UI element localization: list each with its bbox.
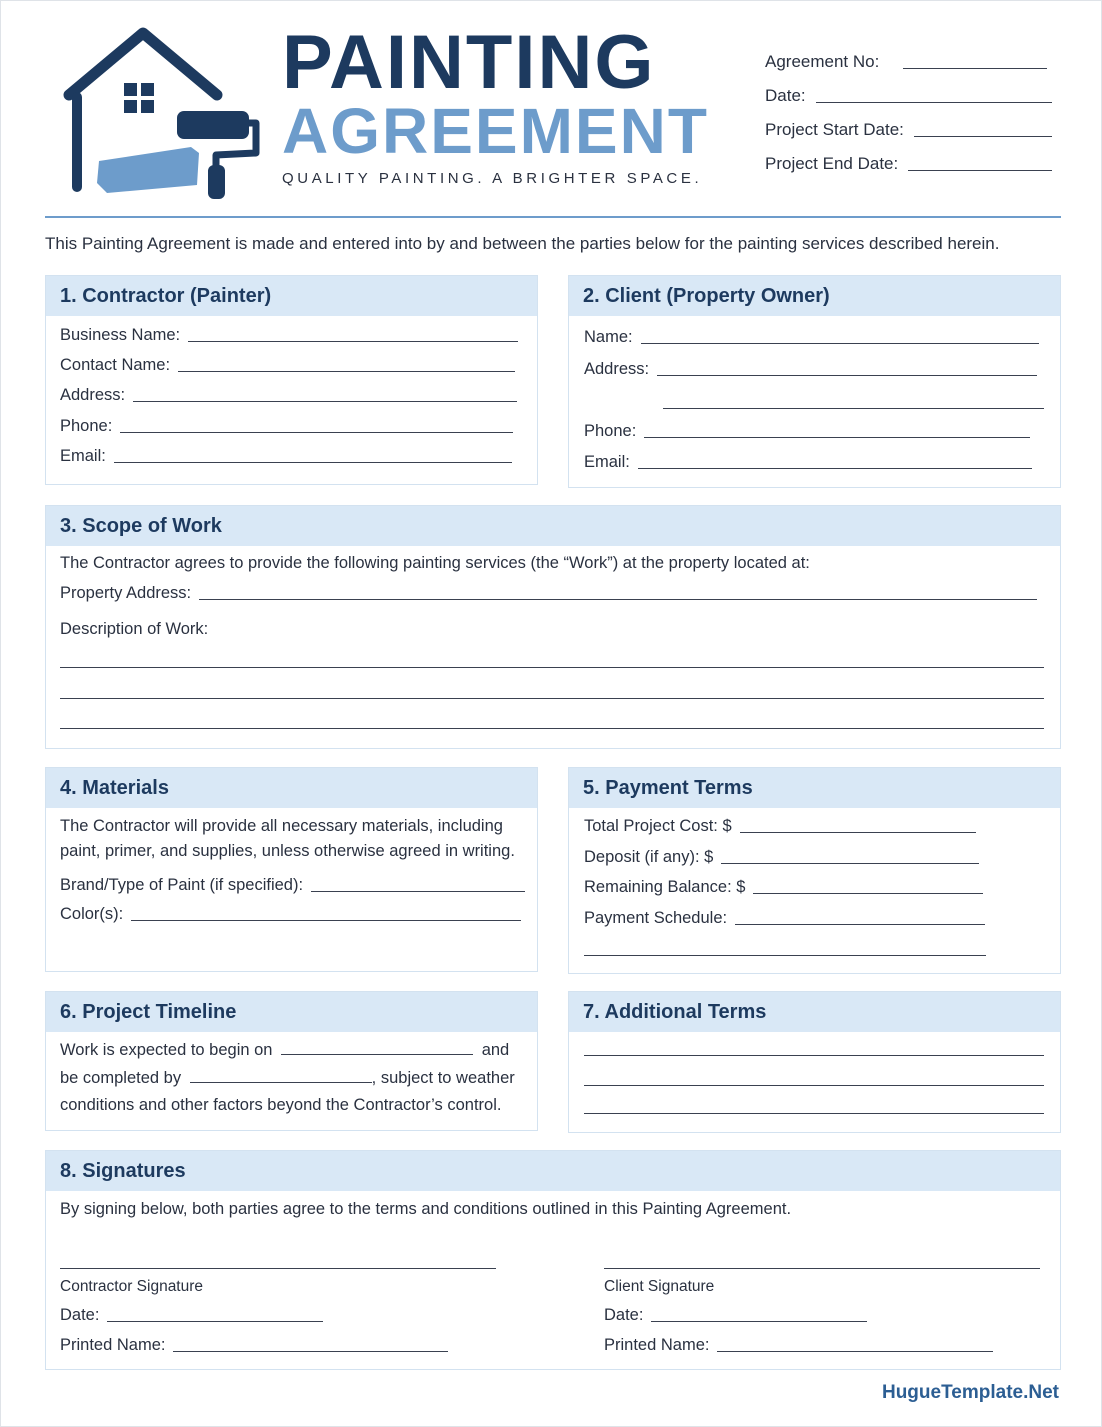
client-name-field (584, 328, 1039, 347)
client-phone-label: Phone: (584, 422, 637, 440)
timeline-line-1 (60, 1041, 509, 1060)
contractor-address-input[interactable] (133, 401, 517, 402)
section-scope (45, 505, 1061, 749)
contractor-email-input[interactable] (114, 462, 512, 463)
section-timeline (45, 991, 538, 1131)
remaining-balance-input[interactable] (753, 893, 983, 894)
section-heading: 6. Project Timeline (46, 992, 537, 1032)
description-label: Description of Work: (60, 620, 209, 638)
client-email-label: Email: (584, 453, 630, 471)
additional-terms-line-2[interactable] (584, 1085, 1044, 1086)
description-line-3[interactable] (60, 728, 1044, 729)
contact-name-field (60, 356, 515, 375)
section-contractor (45, 275, 538, 485)
date-label: Date: (765, 86, 806, 105)
contractor-date-field (60, 1306, 323, 1325)
section-payment (568, 767, 1061, 974)
project-start-date-field (765, 120, 1052, 140)
payment-schedule-line-2[interactable] (584, 955, 986, 956)
colors-input[interactable] (131, 920, 521, 921)
payment-schedule-field (584, 909, 985, 928)
begin-date-input[interactable] (281, 1054, 473, 1055)
date-input[interactable] (816, 102, 1052, 103)
additional-terms-line-1[interactable] (584, 1055, 1044, 1056)
deposit-label: Deposit (if any): $ (584, 848, 714, 866)
property-address-field (60, 584, 1037, 603)
total-cost-label: Total Project Cost: $ (584, 817, 732, 835)
client-name-input[interactable] (641, 343, 1039, 344)
completion-date-input[interactable] (190, 1082, 372, 1083)
client-email-field (584, 453, 1032, 472)
deposit-field (584, 848, 979, 867)
section-heading: 4. Materials (46, 768, 537, 808)
section-heading: 3. Scope of Work (46, 506, 1060, 546)
client-name-label: Name: (584, 328, 633, 346)
total-cost-input[interactable] (740, 832, 976, 833)
project-start-date-input[interactable] (914, 136, 1052, 137)
agreement-no-input[interactable] (903, 68, 1047, 69)
client-phone-field (584, 422, 1030, 441)
paint-brand-input[interactable] (311, 891, 525, 892)
client-address-field (584, 360, 1037, 379)
project-end-date-input[interactable] (908, 170, 1052, 171)
contractor-signature-label: Contractor Signature (60, 1278, 204, 1295)
client-printed-name-input[interactable] (717, 1351, 993, 1352)
section-heading: 1. Contractor (Painter) (46, 276, 537, 316)
client-printed-name-label: Printed Name: (604, 1336, 710, 1354)
contractor-printed-name-input[interactable] (173, 1351, 448, 1352)
business-name-input[interactable] (188, 341, 518, 342)
title-painting: PAINTING (282, 20, 656, 105)
payment-schedule-label: Payment Schedule: (584, 909, 728, 927)
client-signature-line[interactable] (604, 1268, 1040, 1269)
timeline-begin-text: Work is expected to begin on (60, 1041, 273, 1059)
client-date-input[interactable] (651, 1321, 867, 1322)
client-date-label: Date: (604, 1306, 644, 1324)
scope-text: The Contractor agrees to provide the following painting services (the “Work”) at the property located at: (60, 554, 810, 572)
tagline: QUALITY PAINTING. A BRIGHTER SPACE. (282, 170, 703, 187)
contact-name-input[interactable] (178, 371, 515, 372)
contractor-address-field (60, 386, 517, 405)
header-divider (45, 216, 1061, 218)
deposit-input[interactable] (721, 863, 979, 864)
agreement-no-label: Agreement No: (765, 52, 880, 71)
remaining-balance-label: Remaining Balance: $ (584, 878, 746, 896)
signatures-text: By signing below, both parties agree to the terms and conditions outlined in this Painting Agreement. (60, 1200, 792, 1218)
section-heading: 5. Payment Terms (569, 768, 1060, 808)
business-name-field (60, 326, 518, 345)
client-email-input[interactable] (638, 468, 1032, 469)
paint-brand-label: Brand/Type of Paint (if specified): (60, 876, 304, 894)
contractor-date-input[interactable] (107, 1321, 323, 1322)
timeline-weather-text: , subject to weather (371, 1069, 515, 1087)
project-end-date-field (765, 154, 1052, 174)
materials-text-line-1: The Contractor will provide all necessary materials, including (60, 817, 503, 835)
contact-name-label: Contact Name: (60, 356, 171, 374)
remaining-balance-field (584, 878, 983, 897)
total-cost-field (584, 817, 976, 836)
date-field (765, 86, 1052, 106)
contractor-address-label: Address: (60, 386, 126, 404)
contractor-email-label: Email: (60, 447, 106, 465)
description-line-1[interactable] (60, 667, 1044, 668)
contractor-phone-field (60, 417, 513, 436)
footer-brand[interactable]: HugueTemplate.Net (881, 1382, 1059, 1403)
paint-brand-field (60, 876, 525, 895)
section-additional-terms (568, 991, 1061, 1133)
contractor-phone-label: Phone: (60, 417, 113, 435)
project-start-date-label: Project Start Date: (765, 120, 904, 139)
property-address-label: Property Address: (60, 584, 192, 602)
section-signatures (45, 1150, 1061, 1370)
colors-label: Color(s): (60, 905, 124, 923)
section-heading: 7. Additional Terms (569, 992, 1060, 1032)
client-address-input[interactable] (657, 375, 1037, 376)
section-client (568, 275, 1061, 488)
section-heading: 8. Signatures (46, 1151, 1060, 1191)
property-address-input[interactable] (199, 599, 1037, 600)
timeline-completed-text: be completed by (60, 1069, 182, 1087)
agreement-no-field (765, 52, 1047, 72)
colors-field (60, 905, 521, 924)
contractor-printed-name-field (60, 1336, 448, 1355)
client-phone-input[interactable] (644, 437, 1030, 438)
business-name-label: Business Name: (60, 326, 181, 344)
payment-schedule-input[interactable] (735, 924, 985, 925)
client-printed-name-field (604, 1336, 993, 1355)
contractor-date-label: Date: (60, 1306, 100, 1324)
contractor-printed-name-label: Printed Name: (60, 1336, 166, 1354)
contractor-signature-line[interactable] (60, 1268, 496, 1269)
contractor-phone-input[interactable] (120, 432, 513, 433)
additional-terms-line-3[interactable] (584, 1113, 1044, 1114)
description-line-2[interactable] (60, 698, 1044, 699)
timeline-line-3: conditions and other factors beyond the Contractor’s control. (60, 1096, 502, 1114)
client-signature-label: Client Signature (604, 1278, 715, 1295)
intro-text: This Painting Agreement is made and entered into by and between the parties below for the painting services described herein. (45, 234, 1000, 253)
project-end-date-label: Project End Date: (765, 154, 899, 173)
client-address-line-2[interactable] (663, 408, 1044, 409)
contractor-email-field (60, 447, 512, 466)
timeline-line-2 (60, 1069, 515, 1088)
timeline-and-text: and (481, 1041, 510, 1059)
section-materials (45, 767, 538, 972)
client-address-label: Address: (584, 360, 650, 378)
section-heading: 2. Client (Property Owner) (569, 276, 1060, 316)
materials-text-line-2: paint, primer, and supplies, unless otherwise agreed in writing. (60, 842, 515, 860)
title-agreement: AGREEMENT (282, 95, 709, 167)
house-roller-logo-icon (51, 23, 266, 203)
client-date-field (604, 1306, 867, 1325)
